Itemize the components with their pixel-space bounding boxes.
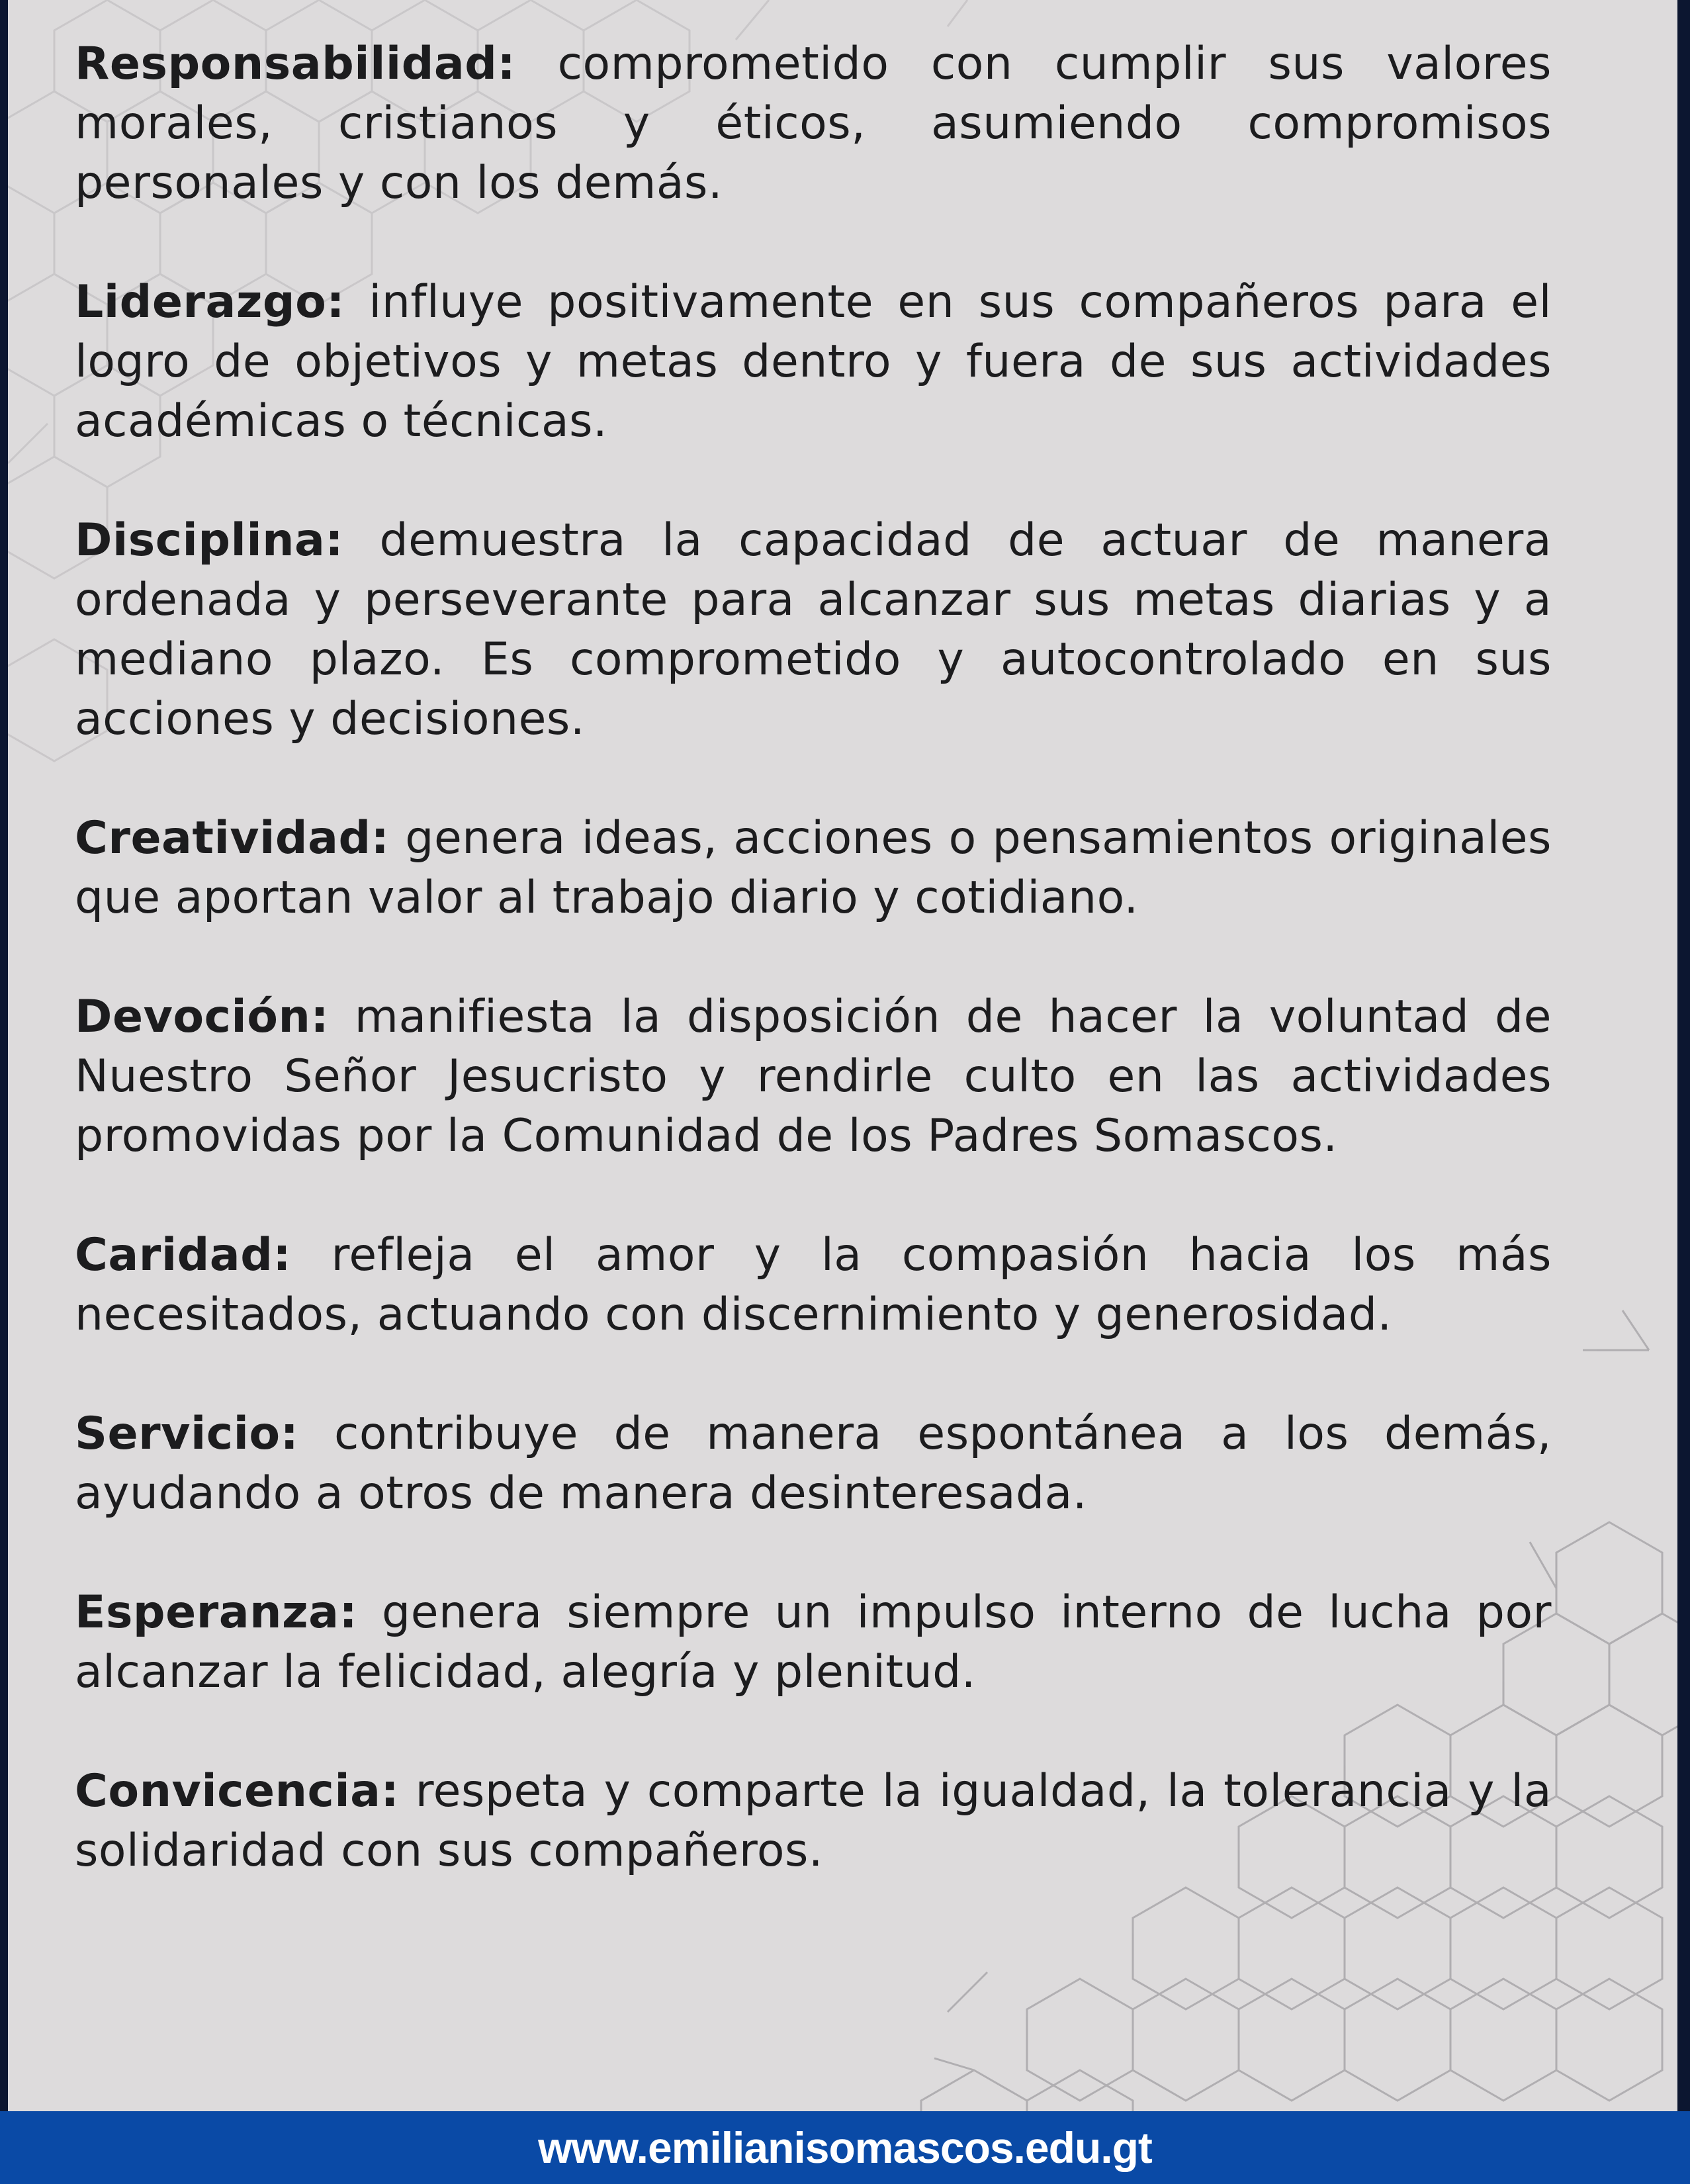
value-item-esperanza [75, 1583, 1552, 1702]
value-term: Liderazgo: [75, 276, 345, 328]
value-item-devocion [75, 987, 1552, 1166]
document-page [8, 0, 1677, 2111]
value-term: Creatividad: [75, 812, 390, 864]
value-term: Caridad: [75, 1229, 292, 1281]
value-description: contribuye de manera espontánea a los demás, ayudando a otros de manera desinteresada. [75, 1408, 1552, 1520]
value-item-liderazgo [75, 273, 1552, 451]
value-term: Convicencia: [75, 1765, 400, 1817]
value-term: Servicio: [75, 1408, 299, 1460]
value-description: manifiesta la disposición de hacer la voluntad de Nuestro Señor Jesucristo y rendirle culto en las actividades promovidas por la Comunidad de los Padres Somascos. [75, 991, 1552, 1162]
value-item-creatividad [75, 809, 1552, 928]
value-description: demuestra la capacidad de actuar de manera ordenada y perseverante para alcanzar sus metas diarias y a mediano plazo. Es comprometido y autocontrolado en sus acciones y decisiones. [75, 514, 1552, 745]
value-item-disciplina [75, 511, 1552, 749]
value-item-servicio [75, 1404, 1552, 1524]
footer-bar [0, 2111, 1690, 2184]
value-term: Esperanza: [75, 1586, 358, 1639]
website-link[interactable]: www.emilianisomascos.edu.gt [538, 2123, 1152, 2172]
value-description: genera ideas, acciones o pensamientos originales que aportan valor al trabajo diario y cotidiano. [75, 812, 1552, 924]
value-description: respeta y comparte la igualdad, la tolerancia y la solidaridad con sus compañeros. [75, 1765, 1552, 1877]
value-term: Disciplina: [75, 514, 344, 567]
value-term: Responsabilidad: [75, 38, 516, 90]
value-term: Devoción: [75, 991, 330, 1043]
value-item-responsabilidad [75, 34, 1552, 213]
values-list [75, 34, 1552, 1940]
value-description: influye positivamente en sus compañeros para el logro de objetivos y metas dentro y fuera de sus actividades académicas o técnicas. [75, 276, 1552, 447]
value-description: refleja el amor y la compasión hacia los más necesitados, actuando con discernimiento y generosidad. [75, 1229, 1552, 1341]
value-description: genera siempre un impulso interno de lucha por alcanzar la felicidad, alegría y plenitud. [75, 1586, 1552, 1698]
value-item-convicencia [75, 1762, 1552, 1881]
value-description: comprometido con cumplir sus valores morales, cristianos y éticos, asumiendo compromisos personales y con los demás. [75, 38, 1552, 209]
value-item-caridad [75, 1226, 1552, 1345]
